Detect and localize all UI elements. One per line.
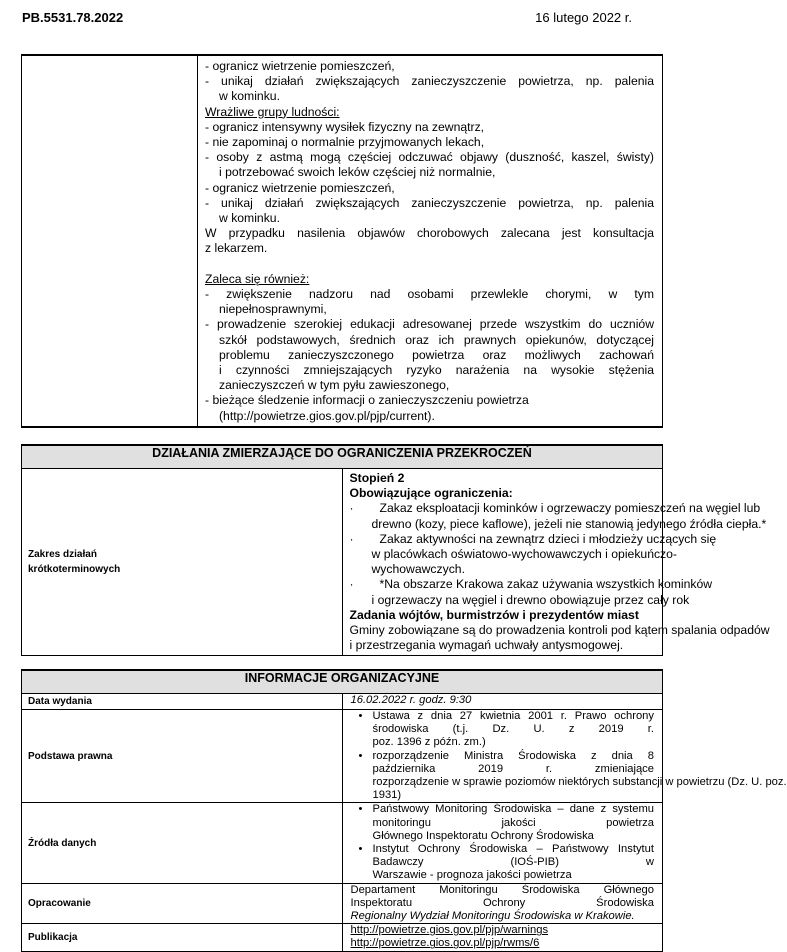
podstawa-prawna-label: Podstawa prawna bbox=[22, 710, 343, 803]
recommendation-line: - nie zapominaj o normalnie przyjmowanych lekach, bbox=[205, 135, 485, 150]
recommendation-line: (http://powietrze.gios.gov.pl/pjp/current). bbox=[219, 408, 435, 423]
podstawa-prawna-list bbox=[351, 710, 787, 802]
list-item-line: 1931) bbox=[372, 789, 402, 802]
recommendation-line: i czynności zmniejszających ryzyko narażenia na wysokie stężenia bbox=[219, 363, 654, 378]
bullet-icon: · bbox=[349, 577, 354, 592]
zadania-line2: i przestrzegania wymagań uchwały antysmogowej. bbox=[349, 638, 624, 653]
restriction-item-text: wychowawczych. bbox=[371, 562, 465, 577]
recommendation-line: z lekarzem. bbox=[205, 241, 268, 256]
zadania-heading: Zadania wójtów, burmistrzów i prezydentów miast bbox=[349, 607, 639, 622]
zrodla-danych-cell bbox=[342, 803, 663, 883]
bullet-icon: · bbox=[349, 501, 354, 516]
restriction-item-text: *Na obszarze Krakowa zakaz używania wszystkich kominków bbox=[379, 577, 713, 592]
organizational-info-table bbox=[21, 669, 787, 952]
recommendation-line: Wrażliwe grupy ludności: bbox=[205, 104, 340, 119]
actions-label bbox=[22, 469, 343, 656]
actions-label-line2: krótkoterminowych bbox=[28, 564, 121, 576]
recommendation-line: niepełnosprawnymi, bbox=[219, 302, 327, 317]
recommendation-line: - ogranicz intensywny wysiłek fizyczny na zewnątrz, bbox=[205, 119, 485, 134]
list-item-line: • rozporządzenie Ministra Środowiska z dnia 8 października 2019 r. zmieniające bbox=[351, 750, 655, 776]
recommendation-line: problemu zanieczyszczonego powietrza oraz możliwych zachowań bbox=[219, 347, 654, 362]
actions-label-line1: Zakres działań bbox=[28, 549, 97, 561]
recommendation-line bbox=[205, 257, 654, 272]
publikacja-label: Publikacja bbox=[22, 924, 343, 951]
opracowanie-line1: Departament Monitoringu Środowiska Głównego Inspektoratu Ochrony Środowiska bbox=[350, 883, 654, 909]
list-item-line: Głównego Inspektoratu Ochrony Środowiska bbox=[372, 829, 594, 842]
recommendation-line: - ogranicz wietrzenie pomieszczeń, bbox=[205, 180, 395, 195]
stopien-heading: Stopień 2 bbox=[349, 471, 405, 485]
restriction-item-text: w placówkach oświatowo-wychowawczych i opiekuńczo- bbox=[371, 547, 677, 562]
list-item-line: • Państwowy Monitoring Środowiska – dane z systemu monitoringu jakości powietrza bbox=[351, 803, 655, 829]
recommendation-line: Zaleca się również: bbox=[205, 271, 310, 286]
restrictions-list bbox=[349, 501, 767, 607]
actions-content-cell bbox=[342, 469, 770, 656]
restriction-item-text: Zakaz eksploatacji kominków i ogrzewaczy pomieszczeń na węgiel lub bbox=[379, 501, 761, 516]
recommendation-line: - unikaj działań zwiększających zanieczyszczenie powietrza, np. palenia bbox=[205, 74, 654, 89]
ograniczenia-heading: Obowiązujące ograniczenia: bbox=[349, 486, 513, 501]
recommendation-line: - zwiększenie nadzoru nad osobami przewlekle chorymi, w tym bbox=[205, 287, 654, 302]
restriction-item-text: drewno (kozy, piece kaflowe), jeżeli nie stanowią jedynego źródła ciepła.* bbox=[371, 516, 767, 531]
zrodla-danych-label: Źródła danych bbox=[22, 803, 343, 883]
list-item-line: Warszawie - prognoza jakości powietrza bbox=[372, 869, 572, 882]
actions-section-title: DZIAŁANIA ZMIERZAJĄCE DO OGRANICZENIA PRZEKROCZEŃ bbox=[22, 445, 663, 469]
list-item-line: • Instytut Ochrony Środowiska – Państwowy Instytut Badawczy (IOŚ-PIB) w bbox=[351, 843, 655, 869]
publikacja-cell bbox=[342, 924, 663, 951]
restriction-item bbox=[349, 501, 767, 531]
restriction-item-text: i ogrzewaczy na węgiel i drewno obowiązuje przez cały rok bbox=[371, 592, 690, 607]
recommendations-label-cell bbox=[22, 55, 198, 427]
recommendations-content-cell bbox=[198, 55, 663, 427]
recommendation-line: - prowadzenie szerokiej edukacji adresowanej przede wszystkim do uczniów bbox=[205, 317, 654, 332]
list-item-line: • Ustawa z dnia 27 kwietnia 2001 r. Prawo ochrony środowiska (t.j. Dz. U. z 2019 r. bbox=[351, 710, 655, 736]
recommendation-line: w kominku. bbox=[219, 211, 280, 226]
restriction-item-text: Zakaz aktywności na zewnątrz dzieci i młodzieży uczących się bbox=[379, 531, 717, 546]
zrodla-danych-list bbox=[351, 803, 655, 882]
list-item-line: rozporządzenie w sprawie poziomów niektórych substancji w powietrzu (Dz. U. poz. bbox=[372, 776, 787, 789]
org-section-title: INFORMACJE ORGANIZACYJNE bbox=[22, 670, 663, 694]
data-wydania-label: Data wydania bbox=[22, 694, 343, 710]
zadania-line1: Gminy zobowiązane są do prowadzenia kontroli pod kątem spalania odpadów bbox=[349, 623, 770, 638]
actions-table bbox=[21, 444, 770, 656]
recommendation-line: - osoby z astmą mogą częściej odczuwać objawy (duszność, kaszel, świsty) bbox=[205, 150, 654, 165]
opracowanie-cell bbox=[342, 883, 663, 924]
data-wydania-value: 16.02.2022 r. godz. 9:30 bbox=[350, 694, 472, 706]
opracowanie-line2: Regionalny Wydział Monitoringu Środowiska w Krakowie. bbox=[350, 910, 635, 923]
data-wydania-cell bbox=[342, 694, 663, 710]
recommendation-line: - bieżące śledzenie informacji o zanieczyszczeniu powietrza bbox=[205, 393, 529, 408]
opracowanie-label: Opracowanie bbox=[22, 883, 343, 924]
recommendation-line: szkół podstawowych, średnich oraz ich prawnych opiekunów, dotyczącej bbox=[219, 332, 654, 347]
recommendation-line: zanieczyszczeń w tym pyłu zawieszonego, bbox=[219, 378, 450, 393]
recommendations-table bbox=[21, 54, 663, 428]
publikacja-link-rwms[interactable]: http://powietrze.gios.gov.pl/pjp/rwms/6 bbox=[350, 937, 540, 950]
restriction-item bbox=[349, 577, 713, 607]
recommendation-line: i potrzebować swoich leków częściej niż normalnie, bbox=[219, 165, 496, 180]
podstawa-prawna-cell bbox=[342, 710, 787, 803]
recommendations-lines bbox=[198, 56, 662, 426]
recommendation-line: W przypadku nasilenia objawów chorobowych zalecana jest konsultacja bbox=[205, 226, 654, 241]
publikacja-link-warnings[interactable]: http://powietrze.gios.gov.pl/pjp/warnings bbox=[350, 924, 549, 937]
bullet-icon: · bbox=[349, 531, 354, 546]
recommendation-line: - ogranicz wietrzenie pomieszczeń, bbox=[205, 59, 395, 73]
document-date: 16 lutego 2022 r. bbox=[535, 10, 632, 25]
recommendation-line: w kominku. bbox=[219, 89, 280, 104]
list-item-line: poz. 1396 z późn. zm.) bbox=[372, 736, 486, 749]
recommendation-line: - unikaj działań zwiększających zanieczyszczenie powietrza, np. palenia bbox=[205, 195, 654, 210]
restriction-item bbox=[349, 531, 717, 578]
document-number: PB.5531.78.2022 bbox=[22, 10, 124, 25]
